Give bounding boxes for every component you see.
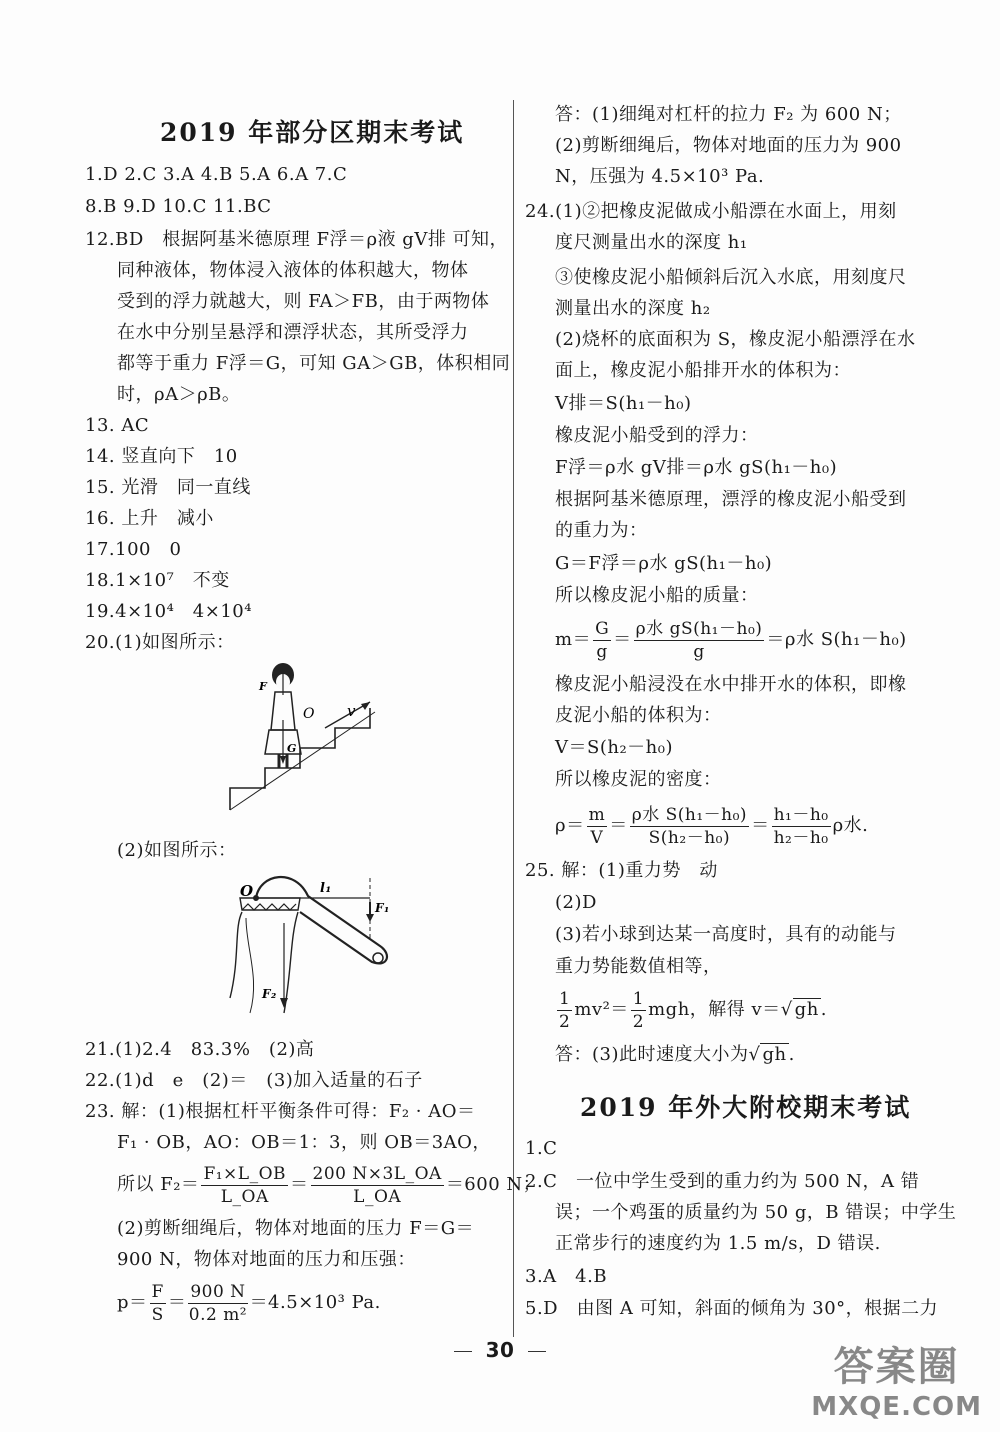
s2-q2-line-3: 正常步行的速度约为 1.5 m/s，D 错误. [555, 1233, 881, 1254]
label-F: F [259, 680, 268, 693]
q13: 13. AC [85, 415, 150, 436]
q23-line-3: (2)剪断细绳后，物体对地面的压力 F＝G＝ [117, 1218, 475, 1239]
q23-answer-line-3: N，压强为 4.5×10³ Pa. [555, 166, 765, 187]
q23-formula-2: p＝ $\frac{F}{S}$ ＝ $\frac{900 N}{\text{0.2 m²}}$ ＝4.5×10³ Pa. [117, 1281, 381, 1325]
lever-label-F1: F₁ [375, 901, 390, 915]
q15: 15. 光滑 同一直线 [85, 477, 251, 498]
q24-line-1: 24.(1)②把橡皮泥做成小船漂在水面上，用刻 [525, 201, 897, 222]
watermark [811, 1335, 982, 1422]
q23-answer-line-1: 答：(1)细绳对杠杆的拉力 F₂ 为 600 N； [555, 104, 902, 125]
q23-line-2: F₁ · OB，AO：OB＝1：3，则 OB＝3AO， [117, 1132, 491, 1153]
q24-line-13: 所以橡皮泥小船的质量： [555, 585, 759, 606]
answers-8-11: 8.B 9.D 10.C 11.BC [85, 196, 272, 217]
s2-q1: 1.C [525, 1138, 558, 1159]
q24-line-16: V＝S(h₂－h₀) [555, 737, 673, 758]
q21: 21.(1)2.4 83.3% (2)高 [85, 1039, 315, 1060]
section-title-1: 2019 年部分区期末考试 [160, 118, 465, 147]
q24-line-3: ③使橡皮泥小船倾斜后沉入水底，用刻度尺 [555, 267, 907, 288]
label-O: O [303, 706, 315, 722]
q17: 17.100 0 [85, 539, 182, 560]
q22: 22.(1)d e (2)＝ (3)加入适量的石子 [85, 1070, 423, 1091]
q25-formula: $\frac{1}{2}$ mv²＝ $\frac{1}{2}$ mgh，解得 v＝√ gh . [559, 988, 828, 1032]
s2-q2-line-1: 2.C 一位中学生受到的重力约为 500 N，A 错 [525, 1171, 920, 1192]
q24-line-12: G＝F浮＝ρ水 gS(h₁－h₀) [555, 553, 773, 574]
lever-label-O: O [240, 882, 254, 900]
q12-line-1: 12.BD 根据阿基米德原理 F浮＝ρ液 gV排 可知， [85, 229, 509, 250]
label-v: v [347, 702, 356, 720]
q24-line-11: 的重力为： [555, 520, 648, 541]
q24-line-4: 测量出水的深度 h₂ [555, 298, 711, 319]
s2-q3-q4: 3.A 4.B [525, 1266, 608, 1287]
q20-part2: (2)如图所示： [117, 840, 237, 861]
q25-line-1: 25. 解：(1)重力势 动 [525, 860, 718, 881]
page-number: 30 [485, 1338, 515, 1362]
watermark-url: MXQE.COM [811, 1392, 982, 1422]
q25-line-3: (3)若小球到达某一高度时，具有的动能与 [555, 924, 897, 945]
q24-line-10: 根据阿基米德原理，漂浮的橡皮泥小船受到 [555, 489, 907, 510]
q24-line-9: F浮＝ρ水 gV排＝ρ水 gS(h₁－h₀) [555, 457, 838, 478]
s2-q2-line-2: 误；一个鸡蛋的质量约为 50 g，B 错误；中学生 [555, 1202, 957, 1223]
q25-answer: 答：(3)此时速度大小为√ gh . [555, 1044, 795, 1065]
q14: 14. 竖直向下 10 [85, 446, 238, 467]
q12-line-6: 时，ρA＞ρB。 [117, 384, 241, 405]
q24-line-6: 面上，橡皮泥小船排开水的体积为： [555, 360, 851, 381]
q24-formula-1: m＝ $\frac{G}{g}$ ＝ $\frac{\text{ρ水 gS(h₁－h₀)}}{g}$ ＝ρ水 S(h₁－h₀) [555, 618, 907, 662]
q24-line-2: 度尺测量出水的深度 h₁ [555, 232, 748, 253]
q24-line-14: 橡皮泥小船浸没在水中排开水的体积，即橡 [555, 674, 907, 695]
q24-formula-2: ρ＝ $\frac{m}{V}$ ＝ $\frac{\text{ρ水 S(h₁－h₀)}}{\text{S(h₂－h₀)}}$ ＝ $\frac{\text{h₁－h₀}}{\text{h₂－h₀}}$ ρ水. [555, 804, 869, 848]
q12-line-4: 在水中分别呈悬浮和漂浮状态，其所受浮力 [117, 322, 469, 343]
section-title-2: 2019 年外大附校期末考试 [580, 1093, 912, 1122]
q24-line-7: V排＝S(h₁－h₀) [555, 393, 692, 414]
q23-formula-1: 所以 F₂＝ $\frac{\text{F₁×L\_OB}}{L\_OA}$ ＝ $\frac{200 N\times 3L\_OA}{L\_OA}$ ＝600 N； [117, 1163, 542, 1207]
q24-line-15: 皮泥小船的体积为： [555, 705, 722, 726]
q12-line-2: 同种液体，物体浸入液体的体积越大，物体 [117, 260, 469, 281]
q25-line-4: 重力势能数值相等， [555, 956, 722, 977]
column-divider [513, 100, 514, 1337]
q24-line-5: (2)烧杯的底面积为 S，橡皮泥小船漂浮在水 [555, 329, 916, 350]
s2-q5: 5.D 由图 A 可知，斜面的倾角为 30°，根据二力 [525, 1298, 939, 1319]
q16: 16. 上升 减小 [85, 508, 214, 529]
label-G: G [287, 742, 297, 755]
watermark-logo-text: 答案圈 [833, 1344, 960, 1390]
lever-label-F2: F₂ [262, 987, 277, 1001]
q23-answer-line-2: (2)剪断细绳后，物体对地面的压力为 900 [555, 135, 902, 156]
lever-figure [220, 868, 410, 1018]
q12-line-3: 受到的浮力就越大，则 FA＞FB，由于两物体 [117, 291, 490, 312]
q23-line-1: 23. 解：(1)根据杠杆平衡条件可得：F₂ · AO＝ [85, 1101, 476, 1122]
q23-line-4: 900 N，物体对地面的压力和压强： [117, 1249, 416, 1270]
q19: 19.4×10⁴ 4×10⁴ [85, 601, 252, 622]
q18: 18.1×10⁷ 不变 [85, 570, 230, 591]
escalator-figure [225, 660, 395, 820]
q24-line-8: 橡皮泥小船受到的浮力： [555, 425, 759, 446]
answers-1-7: 1.D 2.C 3.A 4.B 5.A 6.A 7.C [85, 164, 348, 185]
q12-line-5: 都等于重力 F浮＝G，可知 GA＞GB，体积相同 [117, 353, 511, 374]
lever-label-l1: l₁ [320, 881, 332, 896]
q25-line-2: (2)D [555, 892, 597, 913]
q20-part1: 20.(1)如图所示： [85, 632, 235, 653]
q24-line-17: 所以橡皮泥的密度： [555, 769, 722, 790]
